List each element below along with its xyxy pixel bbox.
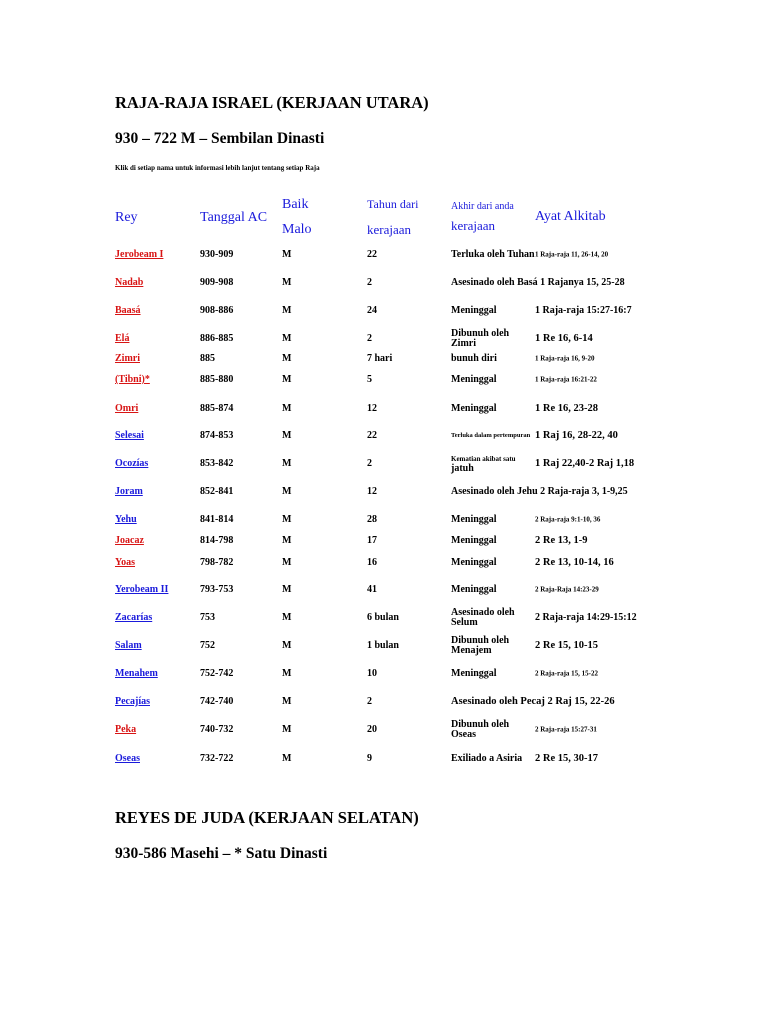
reign-date: 742-740: [200, 696, 234, 707]
bible-verse: 1 Raja-raja 15:27-16:7: [535, 305, 632, 316]
reign-end-line: Dibunuh oleh: [451, 719, 510, 730]
reign-years: 22: [367, 430, 377, 441]
table-row: [0, 668, 768, 679]
reign-years: 12: [367, 486, 377, 497]
reign-end-line: Oseas: [451, 729, 476, 740]
table-row: [0, 514, 768, 525]
bible-verse: 2 Re 13, 10-14, 16: [535, 557, 614, 568]
reign-end-line: Asesinado oleh: [451, 607, 515, 618]
instruction-note: Klik di setiap nama untuk informasi lebih lanjut tentang setiap Raja: [115, 164, 320, 172]
header-ayat: Ayat Alkitab: [535, 209, 606, 224]
reign-end-line: Meninggal: [451, 305, 497, 316]
bible-verse: 1 Re 16, 6-14: [535, 333, 593, 344]
bible-verse: 2 Re 15, 30-17: [535, 753, 598, 764]
king-link[interactable]: Yerobeam II: [115, 584, 169, 595]
table-row: [0, 557, 768, 568]
good-bad: M: [282, 353, 292, 364]
header-rey: Rey: [115, 210, 138, 225]
king-link[interactable]: Peka: [115, 724, 137, 735]
reign-end-line: Meninggal: [451, 668, 497, 679]
good-bad: M: [282, 557, 292, 568]
reign-end: [451, 404, 497, 414]
reign-end-line: Terluka dalam pertempuran: [451, 432, 531, 439]
bible-verse: 1 Raja-raja 16:21-22: [535, 375, 597, 384]
reign-years: 41: [367, 584, 377, 595]
section2-title: REYES DE JUDA (KERJAAN SELATAN): [115, 808, 419, 827]
reign-end: [451, 636, 509, 656]
table-row: [0, 753, 768, 764]
reign-end-line: jatuh: [451, 463, 474, 474]
reign-end: [451, 536, 497, 546]
reign-date: 732-722: [200, 753, 234, 764]
good-bad: M: [282, 612, 292, 623]
bible-verse: 2 Raja-raja 15:27-31: [535, 725, 597, 734]
reign-years: 5: [367, 374, 372, 385]
good-bad: M: [282, 430, 292, 441]
reign-years: 28: [367, 514, 377, 525]
bible-verse: 2 Re 13, 1-9: [535, 535, 588, 546]
reign-years: 2: [367, 333, 372, 344]
reign-end: [451, 697, 615, 707]
reign-end: [451, 306, 497, 316]
good-bad: M: [282, 403, 292, 414]
king-link[interactable]: Joacaz: [115, 535, 144, 546]
reign-end: [451, 558, 497, 568]
table-row: [0, 403, 768, 414]
table-row: [0, 455, 768, 474]
bible-verse: 2 Raja-Raja 14:23-29: [535, 585, 599, 594]
header-akhir-kerajaan: kerajaan: [451, 218, 496, 233]
reign-years: 1 bulan: [367, 640, 399, 651]
bible-verse: 2 Raja-raja 14:29-15:12: [535, 612, 637, 623]
good-bad: M: [282, 277, 292, 288]
header-tanggal: Tanggal AC: [200, 210, 268, 225]
reign-end: [451, 515, 497, 525]
reign-end: [451, 329, 509, 349]
reign-end-line: bunuh diri: [451, 353, 497, 364]
reign-date: 885-880: [200, 374, 234, 385]
king-link[interactable]: Yoas: [115, 557, 136, 568]
reign-end-line: Dibunuh oleh: [451, 635, 510, 646]
reign-end-line: Meninggal: [451, 374, 497, 385]
table-row: [0, 696, 768, 707]
good-bad: M: [282, 514, 292, 525]
table-row: [0, 305, 768, 316]
king-link[interactable]: Ocozías: [115, 458, 149, 469]
reign-date: 874-853: [200, 430, 234, 441]
reign-end-line: Terluka oleh Tuhan: [451, 249, 535, 260]
reign-date: 909-908: [200, 277, 234, 288]
king-link[interactable]: Baasá: [115, 305, 141, 316]
reign-date: 752: [200, 640, 215, 651]
reign-end-line: Meninggal: [451, 535, 497, 546]
good-bad: M: [282, 249, 292, 260]
reign-end: [451, 754, 522, 764]
reign-date: 753: [200, 612, 215, 623]
header-malo: Malo: [282, 222, 312, 237]
king-link[interactable]: Jerobeam I: [115, 249, 164, 260]
reign-date: 853-842: [200, 458, 234, 469]
table-row: [0, 719, 768, 740]
good-bad: M: [282, 458, 292, 469]
king-link[interactable]: Oseas: [115, 753, 140, 764]
bible-verse: 2 Re 15, 10-15: [535, 640, 598, 651]
reign-end-line: Meninggal: [451, 584, 497, 595]
reign-date: 752-742: [200, 668, 234, 679]
bible-verse: 1 Raja-raja 16, 9-20: [535, 354, 595, 363]
reign-date: 841-814: [200, 514, 234, 525]
reign-years: 22: [367, 249, 377, 260]
reign-end: [451, 487, 628, 497]
table-row: [0, 328, 768, 349]
table-row: [0, 249, 768, 260]
table-row: [0, 584, 768, 595]
king-link[interactable]: Omri: [115, 403, 139, 414]
reign-end-line: Asesinado oleh Pecaj 2 Raj 15, 22-26: [451, 696, 615, 707]
reign-years: 12: [367, 403, 377, 414]
good-bad: M: [282, 535, 292, 546]
bible-verse: 1 Raja-raja 11, 26-14, 20: [535, 250, 609, 259]
reign-years: 2: [367, 458, 372, 469]
table-row: [0, 277, 768, 288]
good-bad: M: [282, 640, 292, 651]
reign-end-line: Asesinado oleh Jehu 2 Raja-raja 3, 1-9,25: [451, 486, 628, 497]
good-bad: M: [282, 486, 292, 497]
reign-years: 7 hari: [367, 353, 393, 364]
section2-subtitle: 930-586 Masehi – * Satu Dinasti: [115, 845, 328, 862]
reign-date: 740-732: [200, 724, 234, 735]
reign-end: [451, 720, 509, 740]
table-row: [0, 353, 768, 364]
reign-end-line: Meninggal: [451, 403, 497, 414]
reign-end-line: Selum: [451, 617, 478, 628]
reign-end-line: Meninggal: [451, 557, 497, 568]
good-bad: M: [282, 584, 292, 595]
reign-end: [451, 454, 516, 474]
bible-verse: 1 Raj 22,40-2 Raj 1,18: [535, 458, 635, 469]
reign-date: 885-874: [200, 403, 234, 414]
table-row: [0, 635, 768, 656]
good-bad: M: [282, 305, 292, 316]
header-akhir: Akhir dari anda: [451, 201, 514, 212]
reign-years: 24: [367, 305, 377, 316]
good-bad: M: [282, 724, 292, 735]
reign-date: 852-841: [200, 486, 234, 497]
reign-date: 908-886: [200, 305, 234, 316]
bible-verse: 1 Re 16, 23-28: [535, 403, 598, 414]
reign-end: [451, 608, 515, 628]
reign-date: 930-909: [200, 249, 234, 260]
reign-date: 886-885: [200, 333, 234, 344]
reign-years: 17: [367, 535, 377, 546]
reign-years: 2: [367, 277, 372, 288]
reign-date: 814-798: [200, 535, 234, 546]
reign-end-line: Menajem: [451, 645, 492, 656]
good-bad: M: [282, 696, 292, 707]
king-link[interactable]: Elá: [115, 333, 130, 344]
reign-date: 885: [200, 353, 215, 364]
reign-years: 9: [367, 753, 372, 764]
reign-end: [451, 431, 530, 441]
reign-end-line: Kematian akibat satu: [451, 455, 516, 463]
king-link[interactable]: Nadab: [115, 277, 144, 288]
bible-verse: 2 Raja-raja 15, 15-22: [535, 669, 598, 678]
king-link[interactable]: Pecajías: [115, 696, 150, 707]
reign-end-line: Zimri: [451, 338, 476, 349]
header-kerajaan: kerajaan: [367, 222, 412, 237]
reign-years: 10: [367, 668, 377, 679]
king-link[interactable]: Zimri: [115, 353, 140, 364]
header-tahun: Tahun dari: [367, 197, 419, 211]
reign-date: 793-753: [200, 584, 234, 595]
reign-end: [451, 585, 497, 595]
good-bad: M: [282, 668, 292, 679]
king-link[interactable]: (Tibni)*: [115, 374, 150, 385]
table-row: [0, 607, 768, 628]
reign-end-line: Dibunuh oleh: [451, 328, 510, 339]
good-bad: M: [282, 333, 292, 344]
bible-verse: 2 Raja-raja 9:1-10, 36: [535, 515, 601, 524]
king-link[interactable]: Zacarías: [115, 612, 153, 623]
reign-end: [451, 278, 625, 288]
reign-date: 798-782: [200, 557, 234, 568]
reign-end-line: Meninggal: [451, 514, 497, 525]
good-bad: M: [282, 374, 292, 385]
reign-end: [451, 375, 497, 385]
reign-end: [451, 354, 497, 364]
table-row: [0, 430, 768, 441]
reign-end-line: Asesinado oleh Basá 1 Rajanya 15, 25-28: [451, 277, 625, 288]
table-row: [0, 535, 768, 546]
bible-verse: 1 Raj 16, 28-22, 40: [535, 430, 618, 441]
king-link[interactable]: Salam: [115, 640, 142, 651]
good-bad: M: [282, 753, 292, 764]
reign-years: 2: [367, 696, 372, 707]
page-title: RAJA-RAJA ISRAEL (KERJAAN UTARA): [115, 93, 429, 112]
reign-end: [451, 669, 497, 679]
king-link[interactable]: Yehu: [115, 514, 137, 525]
king-link[interactable]: Joram: [115, 486, 143, 497]
king-link[interactable]: Menahem: [115, 668, 158, 679]
reign-end: [451, 250, 535, 260]
reign-end-line: Exiliado a Asiria: [451, 753, 523, 764]
table-row: [0, 486, 768, 497]
reign-years: 6 bulan: [367, 612, 399, 623]
reign-years: 20: [367, 724, 377, 735]
reign-years: 16: [367, 557, 377, 568]
page-subtitle: 930 – 722 M – Sembilan Dinasti: [115, 130, 325, 147]
king-link[interactable]: Selesai: [115, 430, 144, 441]
header-baik: Baik: [282, 197, 309, 212]
table-row: [0, 374, 768, 385]
